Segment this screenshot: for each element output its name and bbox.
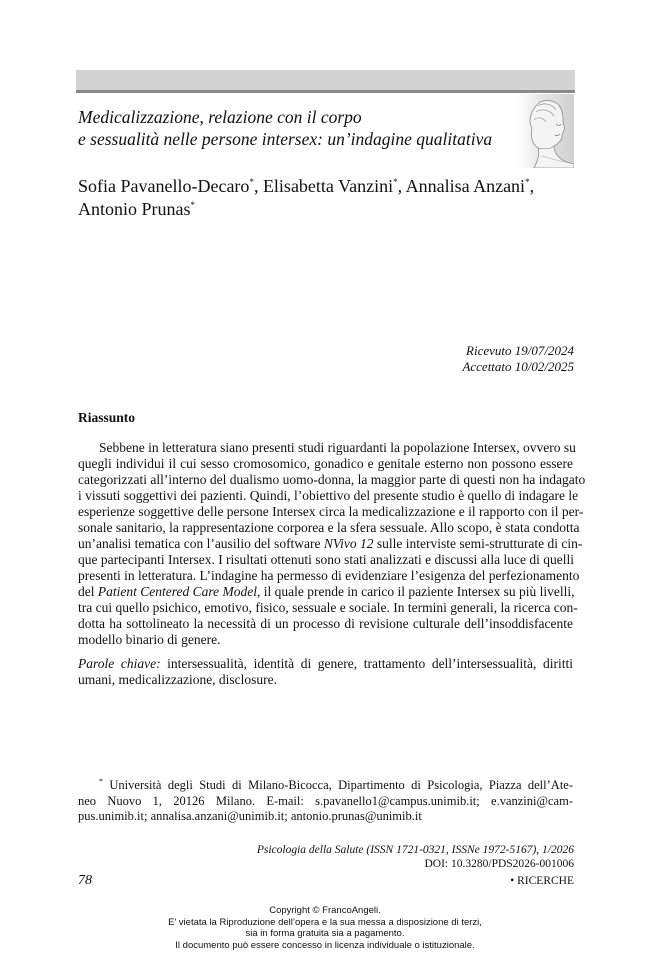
accepted-date: Accettato 10/02/2025	[462, 359, 574, 374]
affiliation-marker: *	[525, 177, 530, 187]
abstract-text: del	[78, 584, 95, 599]
article-title-line-1: Medicalizzazione, relazione con il corpo	[78, 107, 362, 127]
affiliation-footnote	[78, 778, 573, 825]
keywords-line	[78, 656, 573, 672]
doi: DOI: 10.3280/PDS2026-001006	[424, 858, 574, 870]
abstract-line: modello binario di genere.	[78, 632, 221, 647]
abstract-line: tra cui quello psichico, emotivo, fisico, sessuale e sociale. In termini generali, la ricerca con-	[78, 600, 578, 615]
abstract-line	[78, 584, 573, 600]
keywords-line: umani, medicalizzazione, disclosure.	[78, 672, 278, 687]
article-title	[78, 106, 518, 150]
abstract-line: esperienze soggettive delle persone Intersex circa la medicalizzazione e il rapporto con il per-	[78, 504, 584, 519]
abstract-line: categorizzati all’interno del dualismo uomo-donna, la maggior parte di questi non ha indagato	[78, 472, 586, 487]
abstract-line: sonale sanitario, la rappresentazione corporea e la sfera sessuale. Allo scopo, è stata condotta	[78, 520, 580, 535]
keywords-text: intersessualità, identità di genere, trattamento dell’intersessualità, diritti	[167, 656, 573, 671]
abstract-line: que partecipanti Intersex. I risultati ottenuti sono stati analizzati e discussi alla luce di quelli	[78, 552, 574, 567]
copyright-line: Copyright © FrancoAngeli.	[269, 905, 381, 916]
abstract-line: presenti in letteratura. L’indagine ha permesso di evidenziare l’esigenza del perfezionamento	[78, 568, 580, 583]
journal-emblem-profile-icon	[516, 94, 574, 168]
keywords-label: Parole chiave:	[78, 656, 161, 671]
footnote-line: pus.unimib.it; annalisa.anzani@unimib.it; antonio.prunas@unimib.it	[78, 809, 422, 823]
affiliation-marker: *	[190, 200, 195, 210]
journal-info	[257, 843, 574, 871]
model-name: Patient Centered Care Model	[97, 584, 257, 599]
copyright-line: Il documento può essere concesso in licenza individuale o istituzionale.	[175, 939, 475, 951]
page-number: 78	[78, 873, 92, 888]
footnote-marker: *	[99, 777, 103, 786]
header-bar	[76, 70, 575, 93]
article-title-line-2: e sessualità nelle persone intersex: un’indagine qualitativa	[78, 129, 493, 149]
copyright-line: sia in forma gratuita sia a pagamento.	[245, 928, 405, 939]
copyright-notice	[0, 905, 650, 951]
abstract-line: dotta ha sottolineato la necessità di un processo di revisione culturale dell’insoddisfacente	[78, 616, 573, 631]
author-name: Antonio Prunas	[78, 199, 191, 219]
affiliation-marker: *	[393, 177, 398, 187]
keywords	[78, 656, 573, 688]
abstract-text: sulle interviste semi-strutturate di cin-	[376, 536, 583, 551]
footnote-text: Università degli Studi di Milano-Bicocca, Dipartimento di Psicologia, Piazza dell’Ate-	[109, 778, 573, 792]
software-name: NVivo 12	[323, 536, 374, 551]
abstract-line: Sebbene in letteratura siano presenti studi riguardanti la popolazione Intersex, ovvero su	[99, 440, 576, 455]
affiliation-marker: *	[249, 177, 254, 187]
abstract-line: i vissuti soggettivi dei pazienti. Quindi, l’obiettivo del presente studio è quello di indagare le	[78, 488, 579, 503]
author-name: , Annalisa Anzani	[397, 176, 526, 196]
copyright-line: E’ vietata la Riproduzione dell’opera e la sua messa a disposizione di terzi,	[168, 916, 482, 928]
submission-dates	[462, 343, 574, 375]
journal-citation: Psicologia della Salute (ISSN 1721-0321, ISSNe 1972-5167), 1/2026	[256, 844, 574, 856]
abstract-heading: Riassunto	[78, 410, 136, 425]
abstract-body	[78, 440, 586, 648]
author-list	[78, 175, 598, 221]
author-name: , Elisabetta Vanzini	[253, 176, 394, 196]
author-name: Sofia Pavanello-Decaro	[78, 176, 250, 196]
received-date: Ricevuto 19/07/2024	[466, 343, 574, 358]
abstract-line: quegli individui il cui sesso cromosomico, gonadico e genitale esterno non possono essere	[78, 456, 573, 471]
author-line-1: Sofia Pavanello-Decaro*, Elisabetta Vanzini*, Annalisa Anzani*,	[78, 176, 535, 196]
author-line-2	[78, 198, 598, 221]
abstract-text: , il quale prende in carico il paziente Intersex su più livelli,	[256, 584, 575, 599]
abstract-text: un’analisi tematica con l’ausilio del software	[78, 536, 321, 551]
abstract-line	[78, 536, 583, 552]
section-tag: • RICERCHE	[510, 875, 574, 887]
footnote-line: neo Nuovo 1, 20126 Milano. E-mail: s.pavanello1@campus.unimib.it; e.vanzini@cam-	[78, 793, 573, 808]
footnote-line	[78, 778, 573, 794]
